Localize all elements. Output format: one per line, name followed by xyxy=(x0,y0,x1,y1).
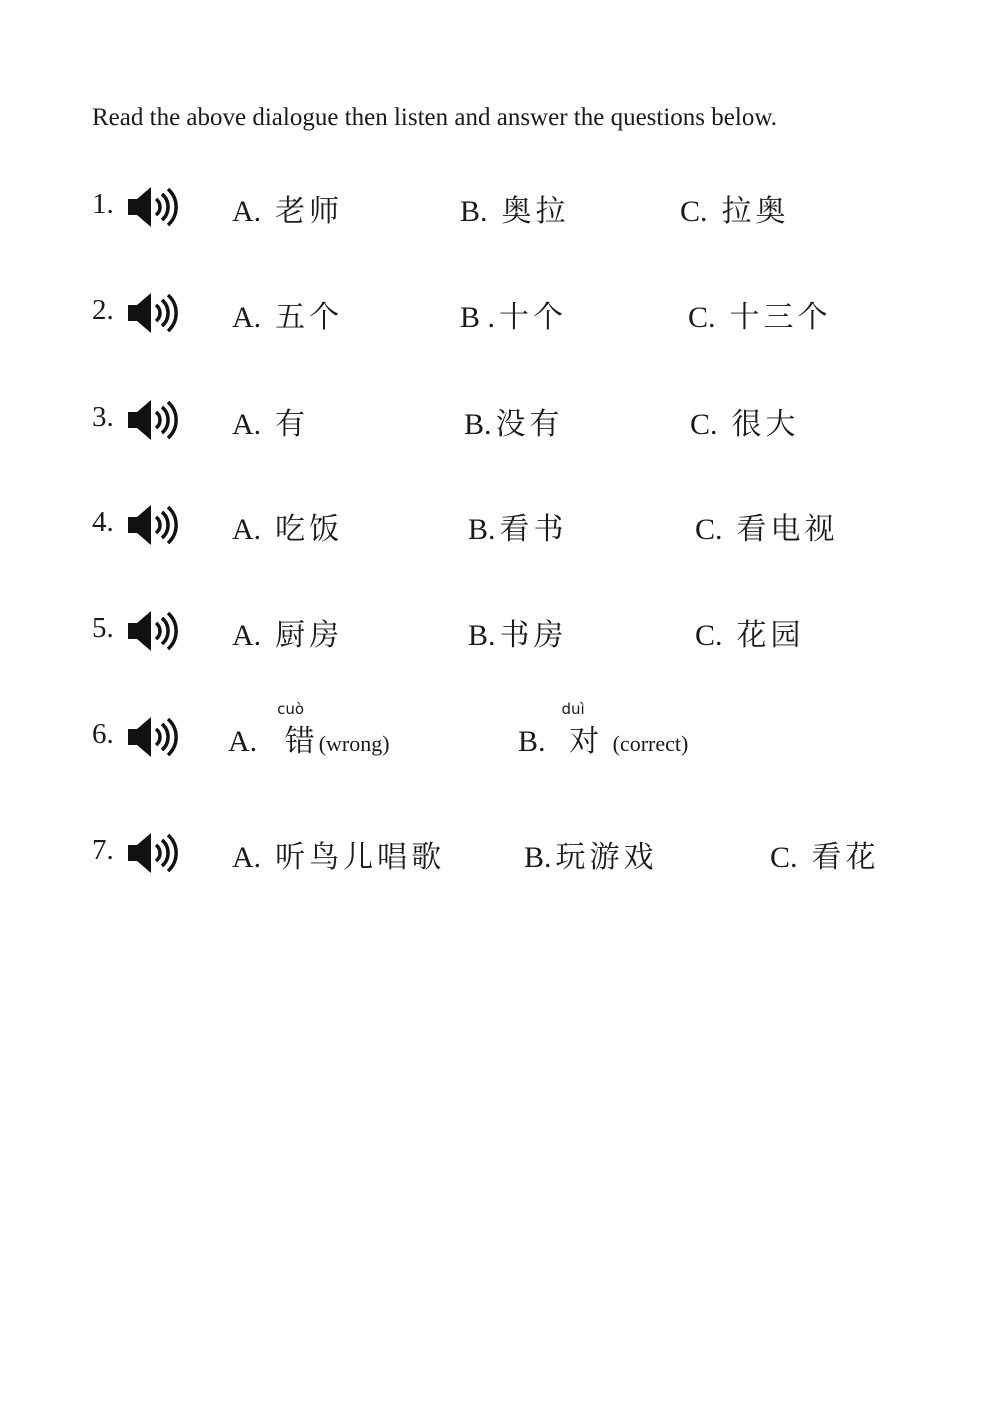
option-letter: B . xyxy=(460,301,496,334)
question-number: 3. xyxy=(92,401,114,433)
question-number: 2. xyxy=(92,294,114,326)
option-text: 十三个 xyxy=(729,300,832,335)
option-b[interactable] xyxy=(468,610,568,654)
question-number: 6. xyxy=(92,718,114,750)
question-row xyxy=(0,176,1000,236)
pinyin-label: cuò xyxy=(277,700,305,718)
question-number: 5. xyxy=(92,612,114,644)
option-text: 错 xyxy=(284,724,319,759)
option-letter: A. xyxy=(232,619,262,652)
option-text: 老师 xyxy=(275,194,344,229)
option-b[interactable] xyxy=(460,292,567,336)
option-a[interactable] xyxy=(232,292,343,336)
option-text: 书房 xyxy=(499,618,568,653)
option-letter: C. xyxy=(770,841,798,874)
speaker-icon[interactable] xyxy=(124,502,180,548)
option-letter: B. xyxy=(468,513,496,546)
option-text: 奥拉 xyxy=(501,194,570,229)
option-letter: A. xyxy=(232,513,262,546)
option-letter: C. xyxy=(680,195,708,228)
speaker-icon[interactable] xyxy=(124,184,180,230)
speaker-icon[interactable] xyxy=(124,830,180,876)
option-letter: A. xyxy=(232,301,262,334)
option-letter: C. xyxy=(690,408,718,441)
option-text: 花园 xyxy=(736,618,805,653)
option-letter: A. xyxy=(232,841,262,874)
option-text: 拉奥 xyxy=(721,194,790,229)
question-row xyxy=(0,700,1000,766)
option-text: 厨房 xyxy=(275,618,344,653)
option-text: 听鸟儿唱歌 xyxy=(275,840,446,875)
option-letter: A. xyxy=(232,195,262,228)
option-c[interactable] xyxy=(680,186,790,230)
question-row xyxy=(0,600,1000,660)
option-letter: B. xyxy=(460,195,488,228)
option-letter: A. xyxy=(232,408,262,441)
option-a[interactable] xyxy=(232,186,343,230)
speaker-icon[interactable] xyxy=(124,608,180,654)
option-a[interactable] xyxy=(232,610,343,654)
translation-label: (wrong) xyxy=(318,731,390,756)
option-text: 吃饭 xyxy=(275,512,344,547)
option-text: 看电视 xyxy=(736,512,839,547)
question-number: 7. xyxy=(92,834,114,866)
option-b[interactable] xyxy=(518,700,689,760)
option-c[interactable] xyxy=(688,292,832,336)
translation-label: (correct) xyxy=(612,731,689,756)
option-text: 十个 xyxy=(499,300,568,335)
option-letter: B. xyxy=(468,619,496,652)
option-b[interactable] xyxy=(464,399,564,443)
option-letter: C. xyxy=(688,301,716,334)
option-letter: B. xyxy=(464,408,492,441)
question-row xyxy=(0,282,1000,342)
speaker-icon[interactable] xyxy=(124,397,180,443)
option-text: 看书 xyxy=(499,512,568,547)
option-letter: A. xyxy=(228,725,258,758)
option-a[interactable] xyxy=(232,832,445,876)
option-c[interactable] xyxy=(770,832,880,876)
question-number: 4. xyxy=(92,506,114,538)
instructions: Read the above dialogue then listen and answer the questions below. xyxy=(92,104,777,131)
option-text: 没有 xyxy=(495,407,564,442)
pinyin-label: duì xyxy=(561,700,585,718)
question-number: 1. xyxy=(92,188,114,220)
question-row xyxy=(0,389,1000,449)
option-letter: B. xyxy=(518,725,546,758)
option-text: 很大 xyxy=(731,407,800,442)
speaker-icon[interactable] xyxy=(124,714,180,760)
option-text: 对 xyxy=(569,724,604,759)
option-c[interactable] xyxy=(695,610,805,654)
option-c[interactable] xyxy=(695,504,839,548)
option-text: 五个 xyxy=(275,300,344,335)
option-letter: C. xyxy=(695,513,723,546)
option-b[interactable] xyxy=(460,186,570,230)
speaker-icon[interactable] xyxy=(124,290,180,336)
option-b[interactable] xyxy=(468,504,568,548)
question-row xyxy=(0,822,1000,882)
option-text: 有 xyxy=(275,407,310,442)
option-text: 玩游戏 xyxy=(555,840,658,875)
option-text: 看花 xyxy=(811,840,880,875)
option-a[interactable] xyxy=(232,504,343,548)
option-a[interactable] xyxy=(228,700,390,760)
option-letter: C. xyxy=(695,619,723,652)
option-c[interactable] xyxy=(690,399,800,443)
option-a[interactable] xyxy=(232,399,309,443)
option-letter: B. xyxy=(524,841,552,874)
question-row xyxy=(0,494,1000,554)
option-b[interactable] xyxy=(524,832,658,876)
